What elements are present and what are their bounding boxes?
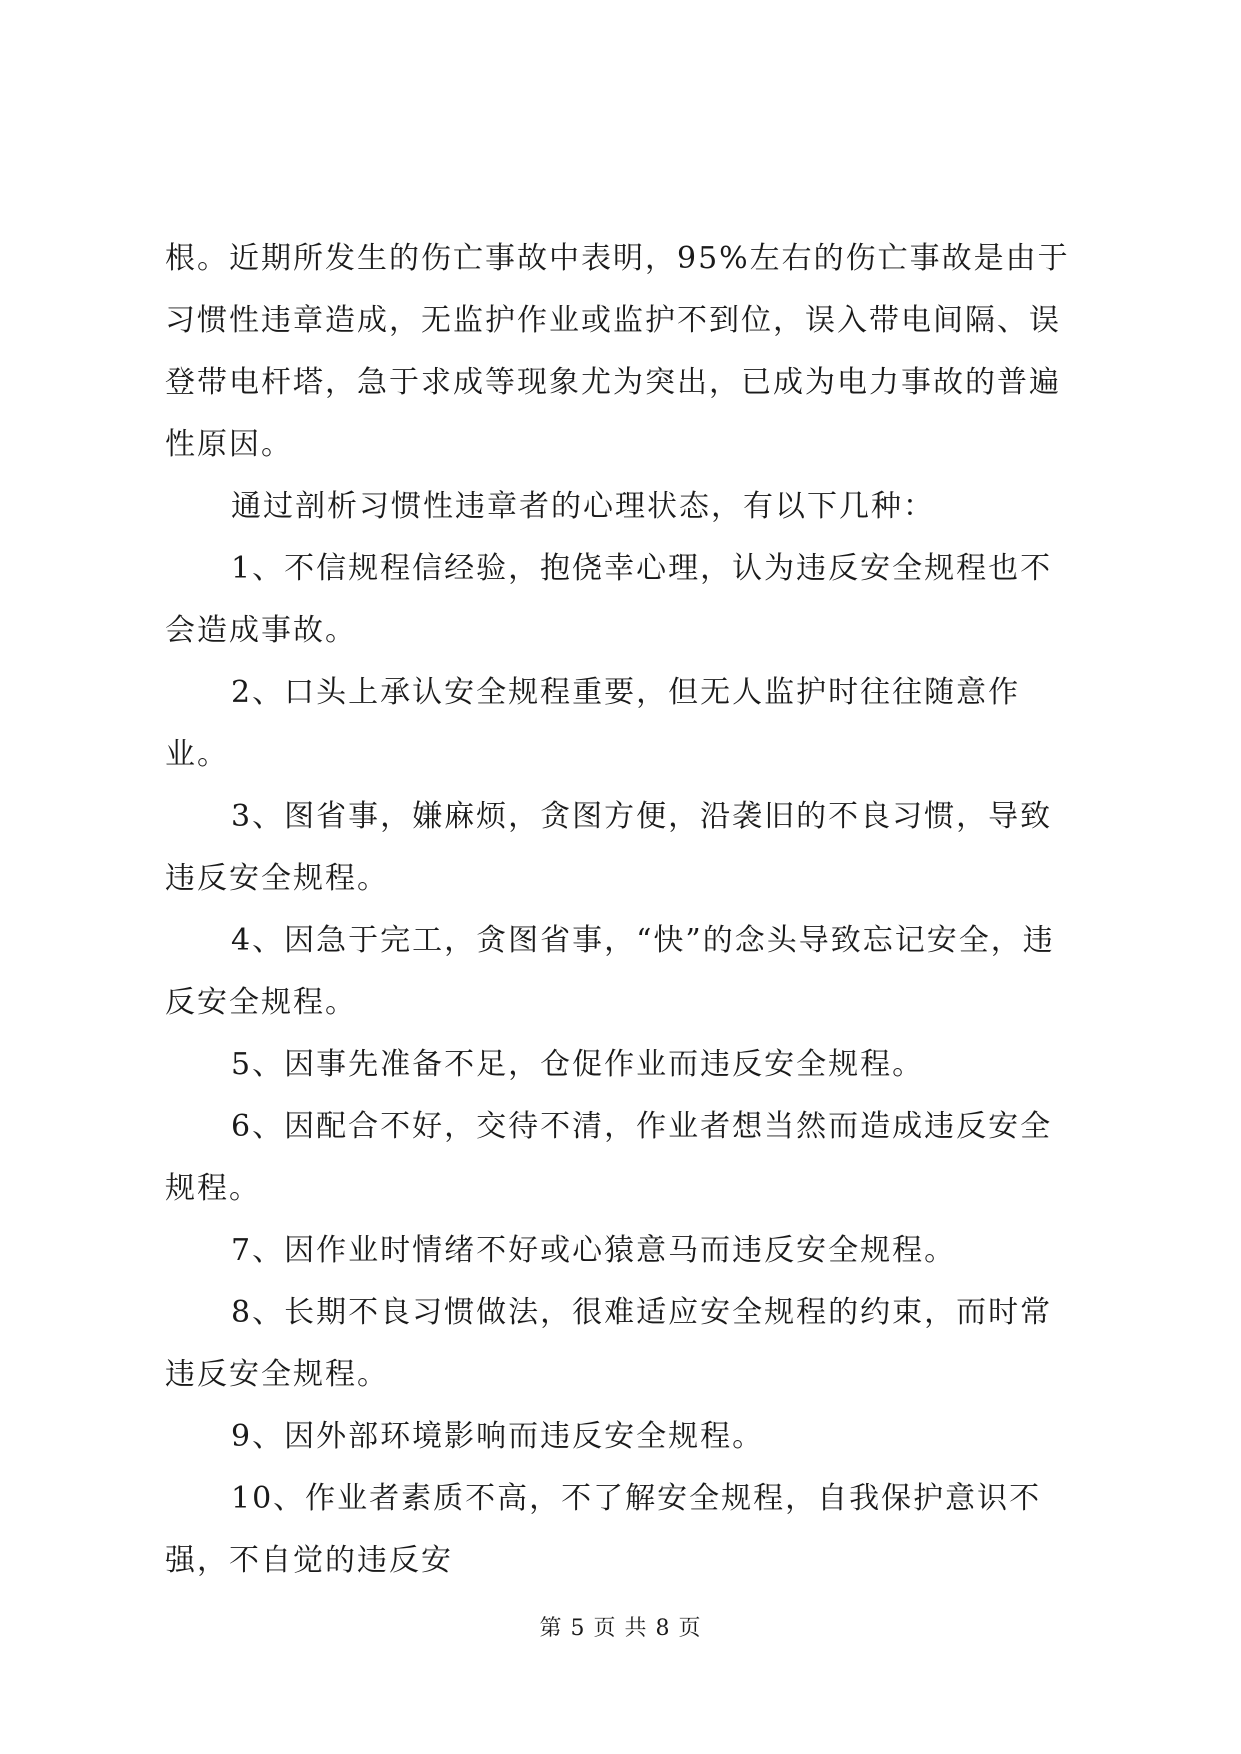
paragraph-continuation: 根。近期所发生的伤亡事故中表明，95%左右的伤亡事故是由于习惯性违章造成，无监护作业或监护不到位，误入带电间隔、误登带电杆塔，急于求成等现象尤为突出，已成为电力事故的普遍性原因。 — [165, 241, 1070, 462]
paragraph-intro: 通过剖析习惯性违章者的心理状态，有以下几种： — [231, 489, 935, 524]
list-item-8: 8、长期不良习惯做法，很难适应安全规程的约束，而时常违反安全规程。 — [165, 1295, 1053, 1392]
list-item-5: 5、因事先准备不足，仓促作业而违反安全规程。 — [231, 1047, 925, 1082]
list-item-4: 4、因急于完工，贪图省事，“快”的念头导致忘记安全，违反安全规程。 — [165, 923, 1055, 1020]
page-number-footer: 第 5 页 共 8 页 — [539, 1616, 702, 1641]
list-item-10: 10、作业者素质不高，不了解安全规程，自我保护意识不强，不自觉的违反安 — [165, 1481, 1042, 1578]
list-item-3: 3、图省事，嫌麻烦，贪图方便，沿袭旧的不良习惯，导致违反安全规程。 — [165, 799, 1053, 896]
list-item-2: 2、口头上承认安全规程重要，但无人监护时往往随意作业。 — [165, 675, 1021, 772]
list-item-9: 9、因外部环境影响而违反安全规程。 — [231, 1419, 765, 1454]
document-body — [165, 228, 1080, 1592]
list-item-1: 1、不信规程信经验，抱侥幸心理，认为违反安全规程也不会造成事故。 — [165, 551, 1053, 648]
list-item-6: 6、因配合不好，交待不清，作业者想当然而造成违反安全规程。 — [165, 1109, 1053, 1206]
list-item-7: 7、因作业时情绪不好或心猿意马而违反安全规程。 — [231, 1233, 957, 1268]
